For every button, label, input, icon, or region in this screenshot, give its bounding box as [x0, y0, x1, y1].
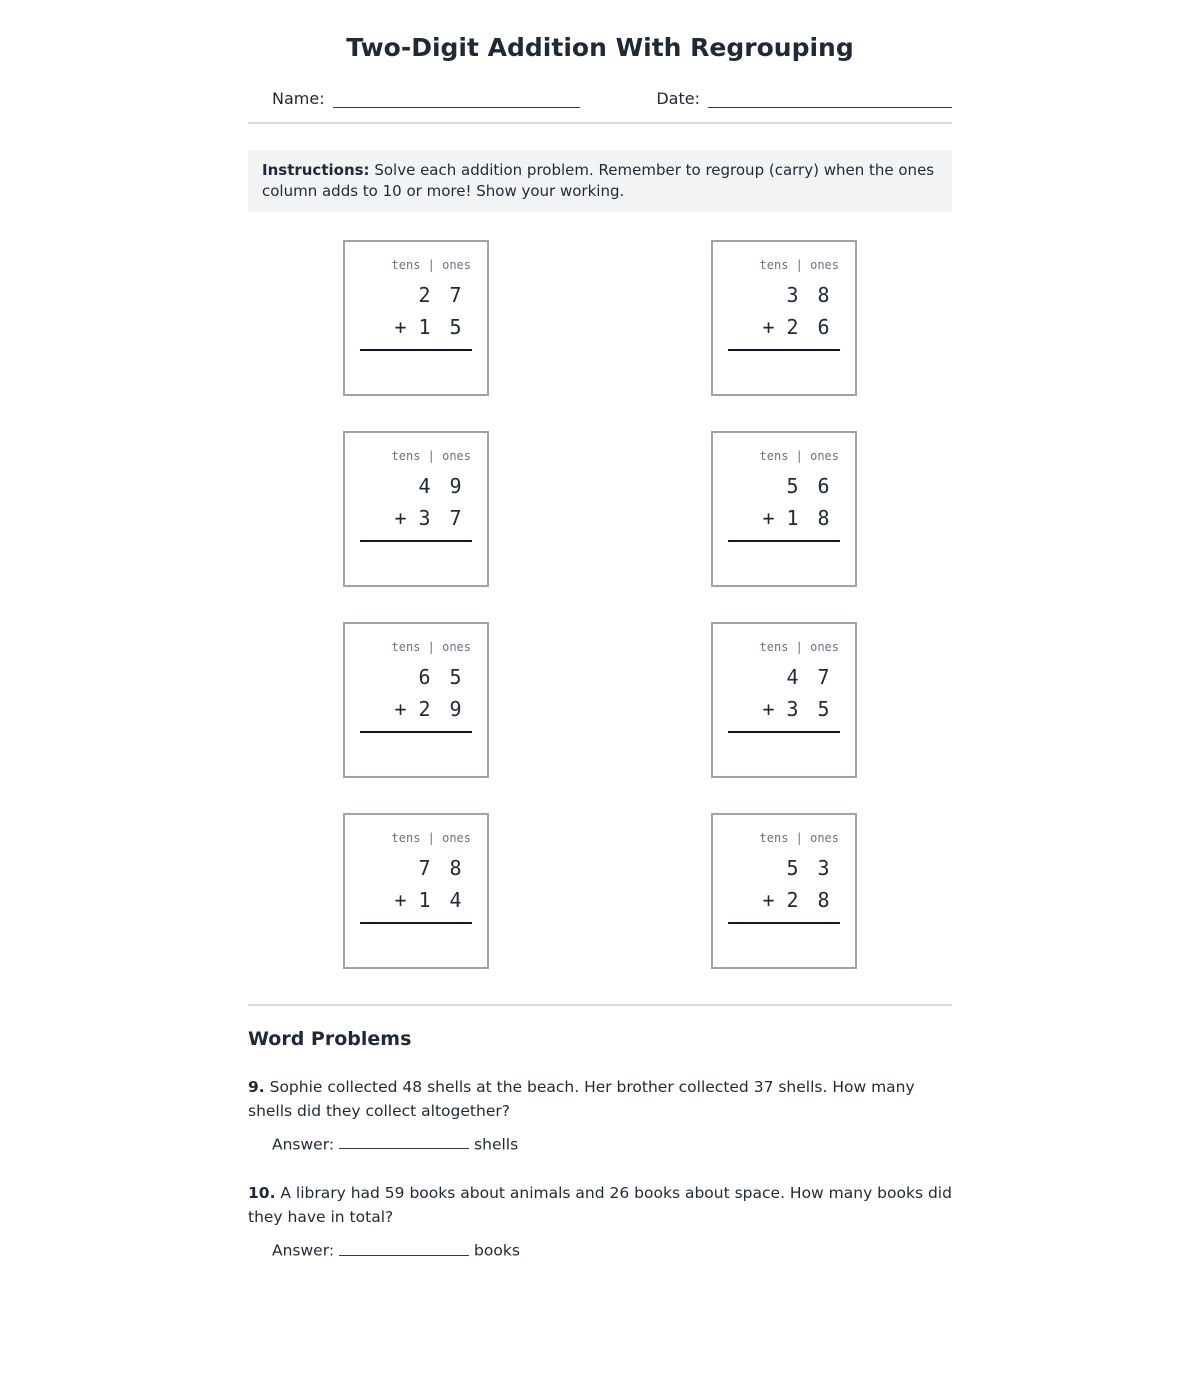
- problem-10-number: 10.: [248, 1184, 276, 1203]
- instructions-box: [248, 150, 952, 212]
- answer-row-9: [248, 1132, 952, 1156]
- addend-top: [713, 281, 855, 309]
- top-ones-digit: 5: [449, 665, 462, 689]
- plus-sign: +: [762, 315, 775, 339]
- problem-box-5: [343, 622, 489, 778]
- plus-sign: +: [394, 888, 407, 912]
- bottom-tens-digit: 1: [786, 506, 799, 530]
- bottom-tens-digit: 2: [786, 315, 799, 339]
- top-tens-digit: 5: [786, 474, 799, 498]
- word-problem-10: [248, 1181, 952, 1229]
- problem-box-3: [343, 431, 489, 587]
- top-tens-digit: 5: [786, 856, 799, 880]
- sum-line: [728, 540, 840, 542]
- top-tens-digit: 7: [418, 856, 431, 880]
- section-divider: [248, 1004, 952, 1006]
- plus-sign: +: [394, 506, 407, 530]
- bottom-tens-digit: 1: [418, 888, 431, 912]
- problem-box-4: [711, 431, 857, 587]
- bottom-tens-digit: 1: [418, 315, 431, 339]
- addend-top: [713, 472, 855, 500]
- tens-ones-header: tens | ones: [759, 831, 839, 845]
- instructions-text: Solve each addition problem. Remember to regroup (carry) when the ones column adds to 10 or more! Show your working.: [262, 161, 935, 200]
- addend-bottom: [713, 886, 855, 914]
- sum-line: [360, 922, 472, 924]
- top-tens-digit: 3: [786, 283, 799, 307]
- addend-bottom: [713, 313, 855, 341]
- plus-sign: +: [394, 697, 407, 721]
- top-tens-digit: 4: [786, 665, 799, 689]
- sum-line: [360, 540, 472, 542]
- worksheet-page: [248, 0, 952, 1263]
- addend-bottom: [345, 504, 487, 532]
- answer-unit: books: [474, 1241, 520, 1260]
- plus-sign: +: [394, 315, 407, 339]
- tens-ones-header: tens | ones: [759, 640, 839, 654]
- addend-bottom: [345, 695, 487, 723]
- date-label: Date:: [656, 89, 700, 108]
- sum-line: [728, 731, 840, 733]
- date-field: [656, 89, 952, 109]
- answer-unit: shells: [474, 1135, 519, 1154]
- problems-grid: [248, 240, 952, 969]
- bottom-tens-digit: 3: [786, 697, 799, 721]
- name-field: [272, 89, 580, 109]
- problem-row-3: [248, 622, 952, 778]
- answer-blank-line: [339, 1132, 469, 1149]
- plus-sign: +: [762, 888, 775, 912]
- top-ones-digit: 3: [817, 856, 830, 880]
- problem-row-4: [248, 813, 952, 969]
- bottom-tens-digit: 3: [418, 506, 431, 530]
- bottom-ones-digit: 8: [817, 888, 830, 912]
- bottom-tens-digit: 2: [418, 697, 431, 721]
- problem-10-text: A library had 59 books about animals and 26 books about space. How many books did they have in total?: [248, 1184, 952, 1227]
- top-tens-digit: 6: [418, 665, 431, 689]
- addend-top: [345, 663, 487, 691]
- top-ones-digit: 9: [449, 474, 462, 498]
- tens-ones-header: tens | ones: [391, 449, 471, 463]
- problem-box-1: [343, 240, 489, 396]
- bottom-ones-digit: 7: [449, 506, 462, 530]
- addend-top: [345, 854, 487, 882]
- bottom-ones-digit: 9: [449, 697, 462, 721]
- problem-row-1: [248, 240, 952, 396]
- plus-sign: +: [762, 506, 775, 530]
- sum-line: [360, 731, 472, 733]
- sum-line: [728, 349, 840, 351]
- name-label: Name:: [272, 89, 325, 108]
- answer-label: Answer:: [272, 1241, 335, 1260]
- bottom-ones-digit: 5: [817, 697, 830, 721]
- instructions-label: Instructions:: [262, 161, 370, 179]
- addend-bottom: [713, 695, 855, 723]
- problem-box-7: [343, 813, 489, 969]
- bottom-ones-digit: 4: [449, 888, 462, 912]
- addend-bottom: [345, 313, 487, 341]
- top-ones-digit: 8: [449, 856, 462, 880]
- bottom-ones-digit: 5: [449, 315, 462, 339]
- top-tens-digit: 4: [418, 474, 431, 498]
- sum-line: [728, 922, 840, 924]
- answer-row-10: [248, 1238, 952, 1262]
- bottom-ones-digit: 6: [817, 315, 830, 339]
- addend-bottom: [713, 504, 855, 532]
- word-problems-heading: Word Problems: [248, 1028, 412, 1050]
- tens-ones-header: tens | ones: [391, 831, 471, 845]
- addend-top: [345, 472, 487, 500]
- date-blank-line: [708, 105, 952, 108]
- problem-box-2: [711, 240, 857, 396]
- answer-blank-line: [339, 1238, 469, 1255]
- addend-bottom: [345, 886, 487, 914]
- name-blank-line: [333, 105, 580, 108]
- page-title: Two-Digit Addition With Regrouping: [346, 33, 854, 62]
- plus-sign: +: [762, 697, 775, 721]
- tens-ones-header: tens | ones: [759, 449, 839, 463]
- name-date-row: [248, 89, 952, 109]
- answer-label: Answer:: [272, 1135, 335, 1154]
- sum-line: [360, 349, 472, 351]
- addend-top: [713, 663, 855, 691]
- problem-box-8: [711, 813, 857, 969]
- bottom-ones-digit: 8: [817, 506, 830, 530]
- problem-box-6: [711, 622, 857, 778]
- problem-row-2: [248, 431, 952, 587]
- top-ones-digit: 7: [817, 665, 830, 689]
- addend-top: [713, 854, 855, 882]
- tens-ones-header: tens | ones: [759, 258, 839, 272]
- top-ones-digit: 7: [449, 283, 462, 307]
- top-ones-digit: 8: [817, 283, 830, 307]
- tens-ones-header: tens | ones: [391, 640, 471, 654]
- problem-9-number: 9.: [248, 1078, 265, 1096]
- word-problem-9: [248, 1075, 952, 1123]
- problem-9-text: Sophie collected 48 shells at the beach. Her brother collected 37 shells. How many shells did they collect altogether?: [248, 1078, 915, 1120]
- tens-ones-header: tens | ones: [391, 258, 471, 272]
- bottom-tens-digit: 2: [786, 888, 799, 912]
- addend-top: [345, 281, 487, 309]
- top-ones-digit: 6: [817, 474, 830, 498]
- header-divider: [248, 122, 952, 124]
- top-tens-digit: 2: [418, 283, 431, 307]
